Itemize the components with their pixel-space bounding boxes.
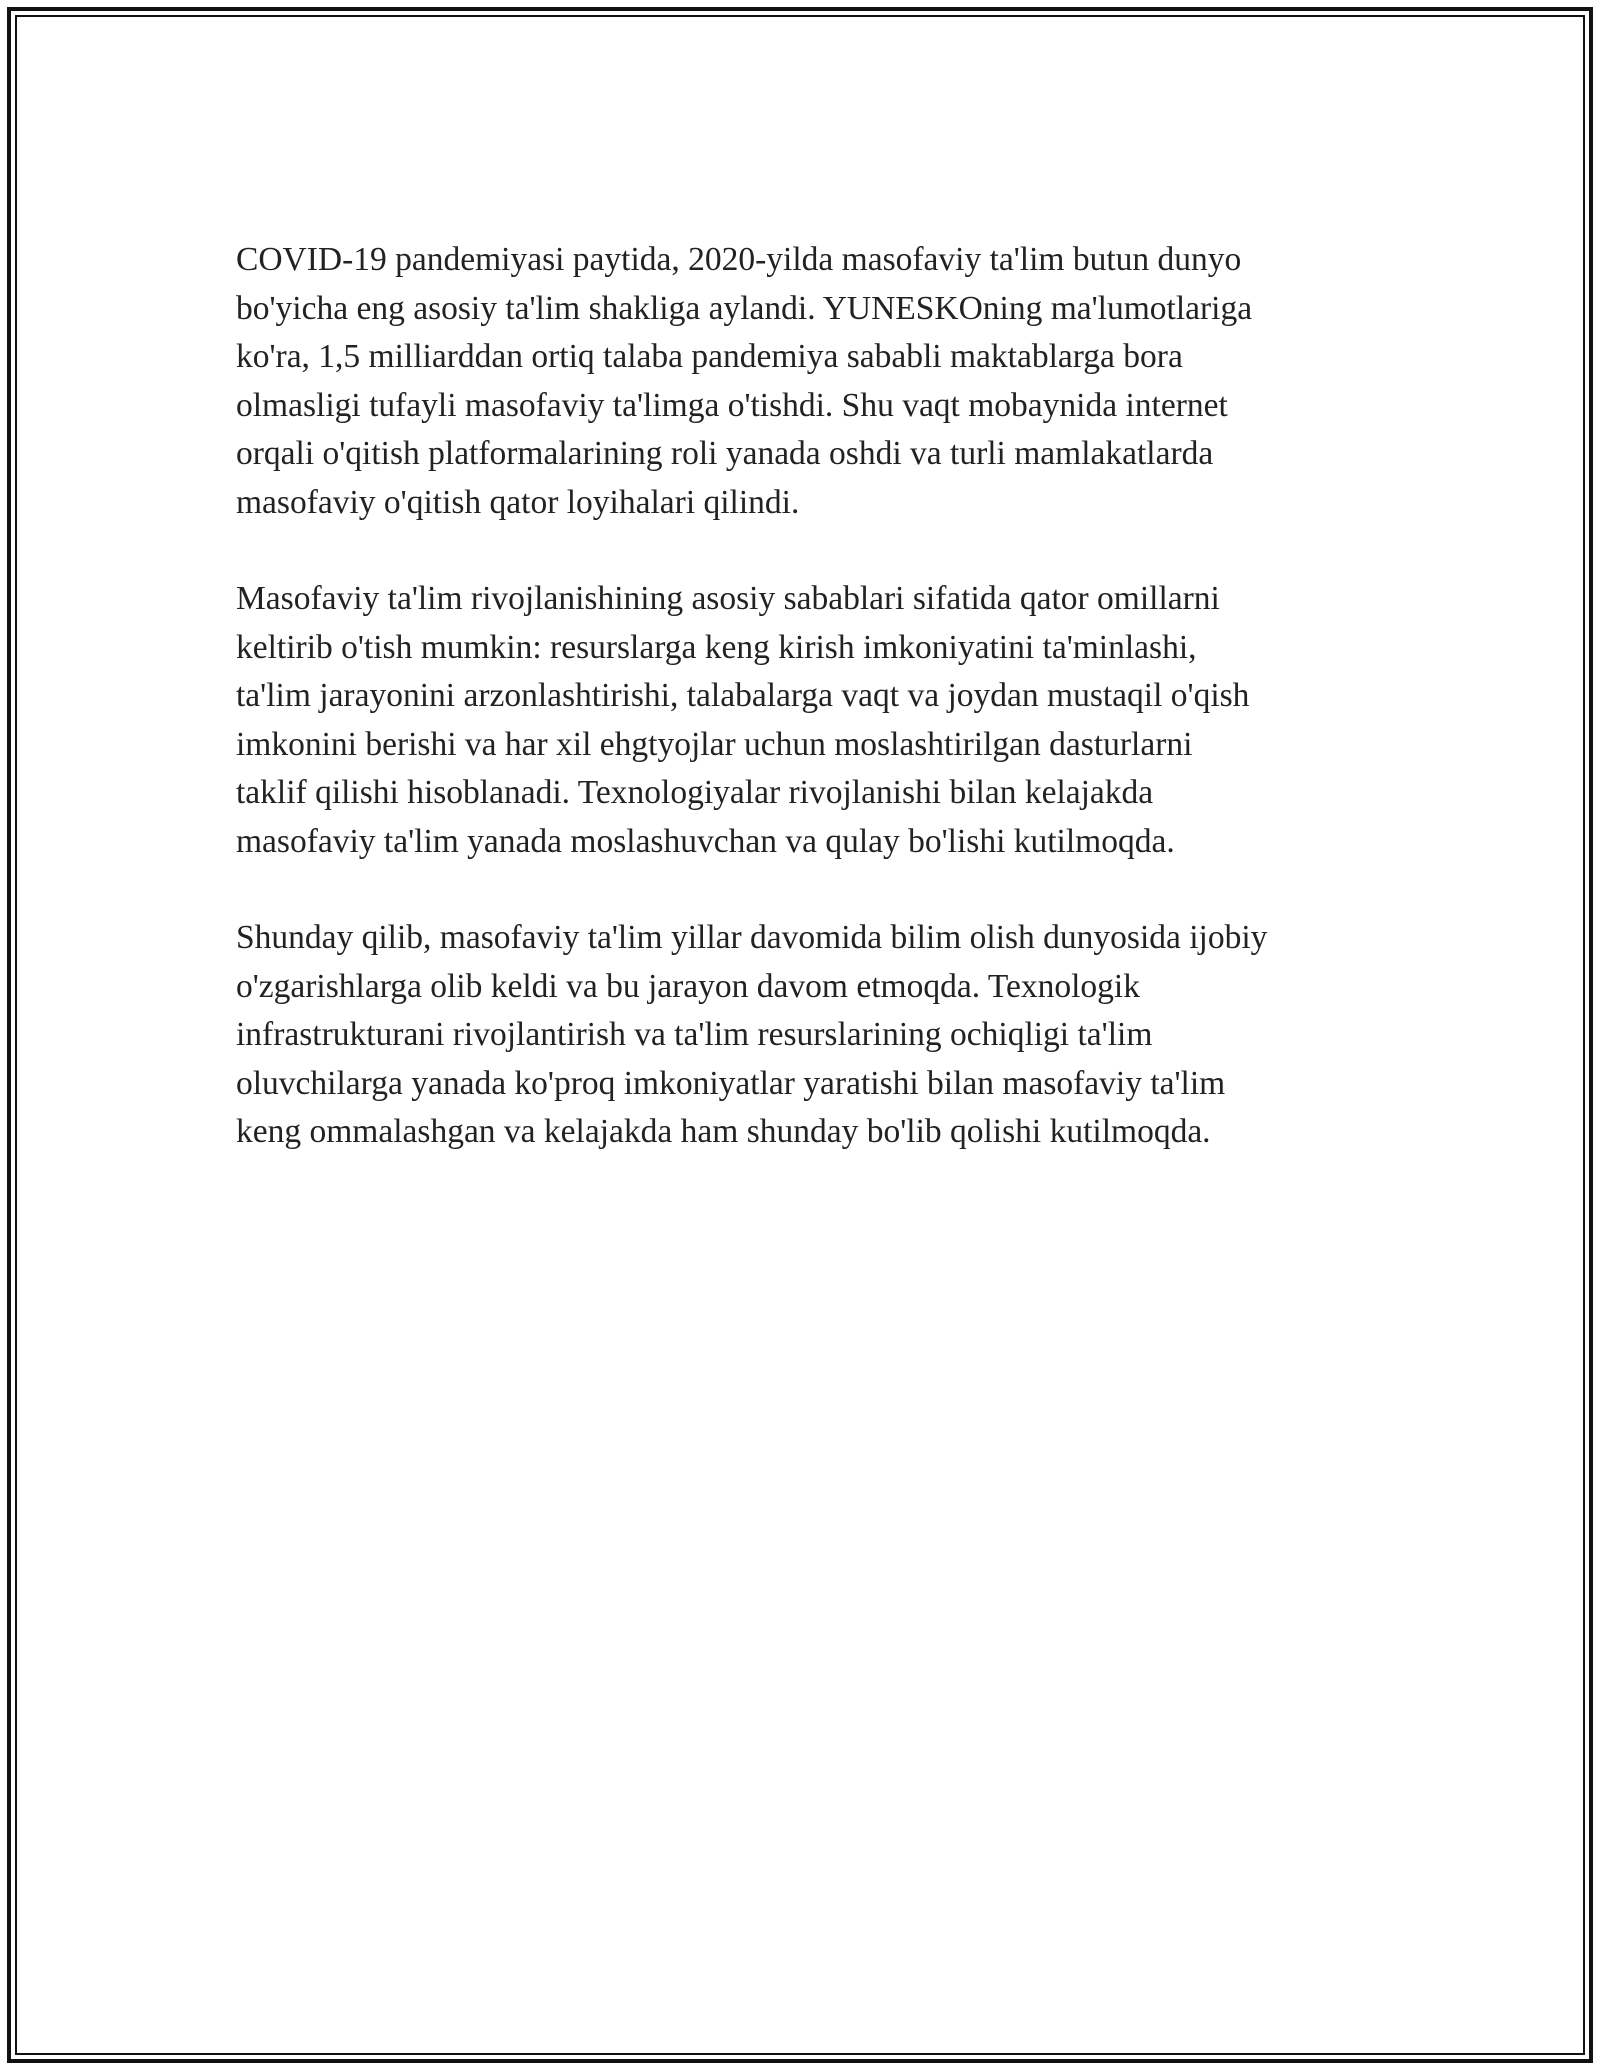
paragraph-line: o'zgarishlarga olib keldi va bu jarayon davom etmoqda. Texnologik: [236, 967, 1140, 1005]
paragraph-line: taklif qilishi hisoblanadi. Texnologiyalar rivojlanishi bilan kelajakda: [236, 774, 1154, 811]
paragraph-line: COVID-19 pandemiyasi paytida, 2020-yilda masofaviy ta'lim butun dunyo: [236, 241, 1242, 278]
paragraph-line: keltirib o'tish mumkin: resurslarga keng kirish imkoniyatini ta'minlashi,: [236, 628, 1197, 666]
paragraph-2: [236, 575, 1386, 866]
paragraph-line: Masofaviy ta'lim rivojlanishining asosiy sabablari sifatida qator omillarni: [236, 580, 1220, 617]
paragraph-1: [236, 236, 1386, 527]
paragraph-line: olmasligi tufayli masofaviy ta'limga o'tishdi. Shu vaqt mobaynida internet: [236, 386, 1228, 424]
paragraph-line: bo'yicha eng asosiy ta'lim shakliga aylandi. YUNESKOning ma'lumotlariga: [236, 289, 1253, 327]
paragraph-line: imkonini berishi va har xil ehgtyojlar uchun moslashtirilgan dasturlarni: [236, 725, 1193, 763]
document-body: [236, 236, 1386, 1205]
paragraph-line: masofaviy ta'lim yanada moslashuvchan va qulay bo'lishi kutilmoqda.: [236, 822, 1175, 860]
paragraph-line: orqali o'qitish platformalarining roli yanada oshdi va turli mamlakatlarda: [236, 435, 1214, 472]
paragraph-line: masofaviy o'qitish qator loyihalari qilindi.: [236, 483, 800, 521]
paragraph-line: ko'ra, 1,5 milliarddan ortiq talaba pandemiya sababli maktablarga bora: [236, 338, 1183, 375]
paragraph-line: Shunday qilib, masofaviy ta'lim yillar davomida bilim olish dunyosida ijobiy: [236, 919, 1268, 956]
paragraph-line: keng ommalashgan va kelajakda ham shunday bo'lib qolishi kutilmoqda.: [236, 1113, 1211, 1150]
paragraph-3: [236, 914, 1386, 1157]
paragraph-line: oluvchilarga yanada ko'proq imkoniyatlar yaratishi bilan masofaviy ta'lim: [236, 1064, 1226, 1102]
paragraph-line: infrastrukturani rivojlantirish va ta'lim resurslarining ochiqligi ta'lim: [236, 1016, 1153, 1053]
paragraph-line: ta'lim jarayonini arzonlashtirishi, talabalarga vaqt va joydan mustaqil o'qish: [236, 677, 1250, 714]
